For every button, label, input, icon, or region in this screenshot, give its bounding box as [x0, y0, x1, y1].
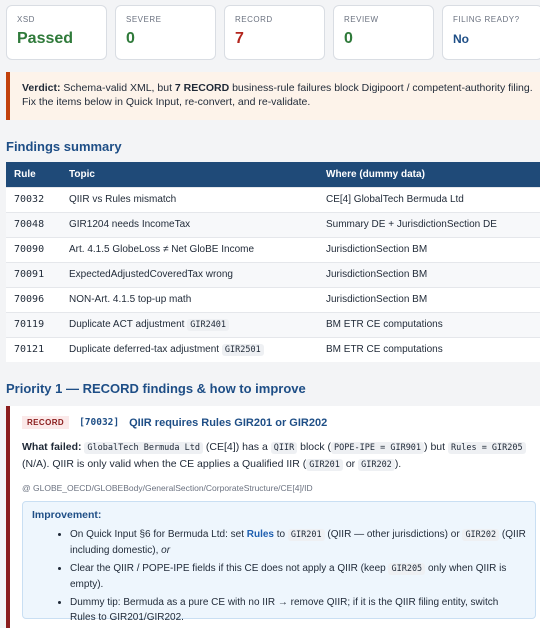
improvement-list [32, 527, 526, 625]
where-cell: BM ETR CE computations [318, 312, 540, 337]
table-row [6, 262, 540, 287]
severity-badge: RECORD [22, 416, 69, 429]
stat-record [224, 5, 325, 60]
table-row [6, 312, 540, 337]
where-cell: BM ETR CE computations [318, 337, 540, 362]
popeipe-code: POPE-IPE = GIR901 [331, 442, 424, 454]
xpath-location: @ GLOBE_OECD/GLOBEBody/GeneralSection/CorporateStructure/CE[4]/ID [22, 483, 313, 493]
failed-text: ) but [424, 441, 448, 453]
verdict-count: 7 RECORD [174, 82, 230, 94]
topic-text: NON-Art. 4.1.5 top-up math [69, 294, 192, 305]
stat-severe [115, 5, 216, 60]
verdict-text: business-rule failures block Digipoort / competent-authority filing. Fix the items below in Quick Input, re-convert, and re-validate. [22, 82, 533, 108]
topic-text: ExpectedAdjustedCoveredTax wrong [69, 269, 233, 280]
verdict-text: Schema-valid XML, but [60, 82, 175, 94]
topic-code: GIR2501 [222, 344, 264, 356]
gir201-code: GIR201 [306, 459, 343, 471]
failed-text: or [342, 458, 359, 470]
priority-heading: Priority 1 — RECORD findings & how to improve [6, 381, 306, 396]
column-header-topic: Topic [61, 162, 318, 187]
stat-value: No [453, 32, 469, 46]
stat-review [333, 5, 434, 60]
topic-cell [61, 287, 318, 312]
topic-text: Duplicate ACT adjustment [69, 319, 185, 330]
topic-text: GIR1204 needs IncomeTax [69, 219, 191, 230]
topic-cell [61, 262, 318, 287]
improvement-text: On Quick Input §6 for Bermuda Ltd: set [70, 529, 247, 540]
qiir-code: QIIR [271, 442, 297, 454]
topic-text: Art. 4.1.5 GlobeLoss ≠ Net GloBE Income [69, 244, 255, 255]
failed-text: (CE[4]) has a [203, 441, 271, 453]
rule-cell: 70121 [6, 337, 61, 362]
gir202-code: GIR202 [358, 459, 395, 471]
improvement-text: only when QIIR is empty). [70, 563, 507, 590]
failed-text: block ( [297, 441, 332, 453]
finding-card-header [22, 416, 532, 429]
gir202-code: GIR202 [462, 529, 499, 541]
findings-table [6, 162, 540, 362]
gir205-code: GIR205 [388, 563, 425, 575]
improvement-title: Improvement: [32, 509, 102, 521]
improvement-text: to [274, 529, 288, 540]
topic-text: Duplicate deferred-tax adjustment [69, 344, 220, 356]
table-row [6, 187, 540, 212]
gir201-code: GIR201 [288, 529, 325, 541]
table-row [6, 287, 540, 312]
topic-text: QIIR vs Rules mismatch [69, 194, 177, 205]
stat-value: Passed [17, 30, 74, 47]
rules-link[interactable]: Rules [246, 529, 274, 540]
stat-filing-ready [442, 5, 540, 60]
rule-code: [70032] [79, 417, 120, 428]
summary-stats [6, 5, 540, 60]
topic-code: GIR2401 [187, 319, 229, 331]
list-item [70, 527, 526, 558]
stat-xsd [6, 5, 107, 60]
column-header-where: Where (dummy data) [318, 162, 540, 187]
what-failed [22, 439, 532, 473]
improvement-box [22, 501, 536, 623]
rule-cell: 70096 [6, 287, 61, 312]
improvement-text: or [161, 545, 171, 556]
where-cell: JurisdictionSection BM [318, 262, 540, 287]
table-header-row [6, 162, 540, 187]
rules-code: Rules = GIR205 [448, 442, 526, 454]
where-cell: JurisdictionSection BM [318, 287, 540, 312]
stat-value: 7 [235, 30, 244, 47]
stat-value: 0 [126, 30, 135, 47]
stat-label: SEVERE [126, 15, 162, 24]
improvement-text: (QIIR including domestic), [70, 529, 526, 556]
where-cell: CE[4] GlobalTech Bermuda Ltd [318, 187, 540, 212]
where-cell: JurisdictionSection BM [318, 237, 540, 262]
stat-label: REVIEW [344, 15, 379, 24]
rule-cell: 70119 [6, 312, 61, 337]
improvement-text: (QIIR — other jurisdictions) or [324, 529, 463, 540]
topic-cell [61, 337, 318, 362]
table-row [6, 212, 540, 237]
rule-cell: 70090 [6, 237, 61, 262]
where-cell: Summary DE + JurisdictionSection DE [318, 212, 540, 237]
finding-title: QIIR requires Rules GIR201 or GIR202 [129, 416, 328, 429]
improvement-text: Clear the QIIR / POPE-IPE fields if this CE does not apply a QIIR (keep [70, 563, 389, 574]
verdict-banner [6, 72, 540, 120]
what-failed-label: What failed: [22, 441, 82, 453]
failed-text: ). [394, 458, 402, 470]
failed-text: (N/A). QIIR is only valid when the CE applies a Qualified IIR ( [22, 458, 307, 470]
stat-value: 0 [344, 30, 353, 47]
column-header-rule: Rule [6, 162, 61, 187]
table-row [6, 237, 540, 262]
rule-cell: 70032 [6, 187, 61, 212]
finding-card-70032 [6, 406, 540, 628]
stat-label: FILING READY? [453, 15, 520, 24]
findings-body [6, 187, 540, 362]
stat-label: XSD [17, 15, 35, 24]
topic-cell [61, 187, 318, 212]
topic-cell [61, 312, 318, 337]
verdict-label: Verdict: [22, 82, 61, 94]
rule-cell: 70048 [6, 212, 61, 237]
topic-cell [61, 237, 318, 262]
table-row [6, 337, 540, 362]
list-item [70, 561, 526, 592]
stat-label: RECORD [235, 15, 273, 24]
rule-cell: 70091 [6, 262, 61, 287]
list-item: • Dummy tip: Bermuda as a pure CE with no IIR → remove QIIR; if it is the QIIR filing entity, switch Rules to GIR201/GIR202. [70, 595, 526, 625]
topic-cell [61, 212, 318, 237]
findings-heading: Findings summary [6, 139, 122, 154]
entity-code: GlobalTech Bermuda Ltd [84, 442, 203, 454]
